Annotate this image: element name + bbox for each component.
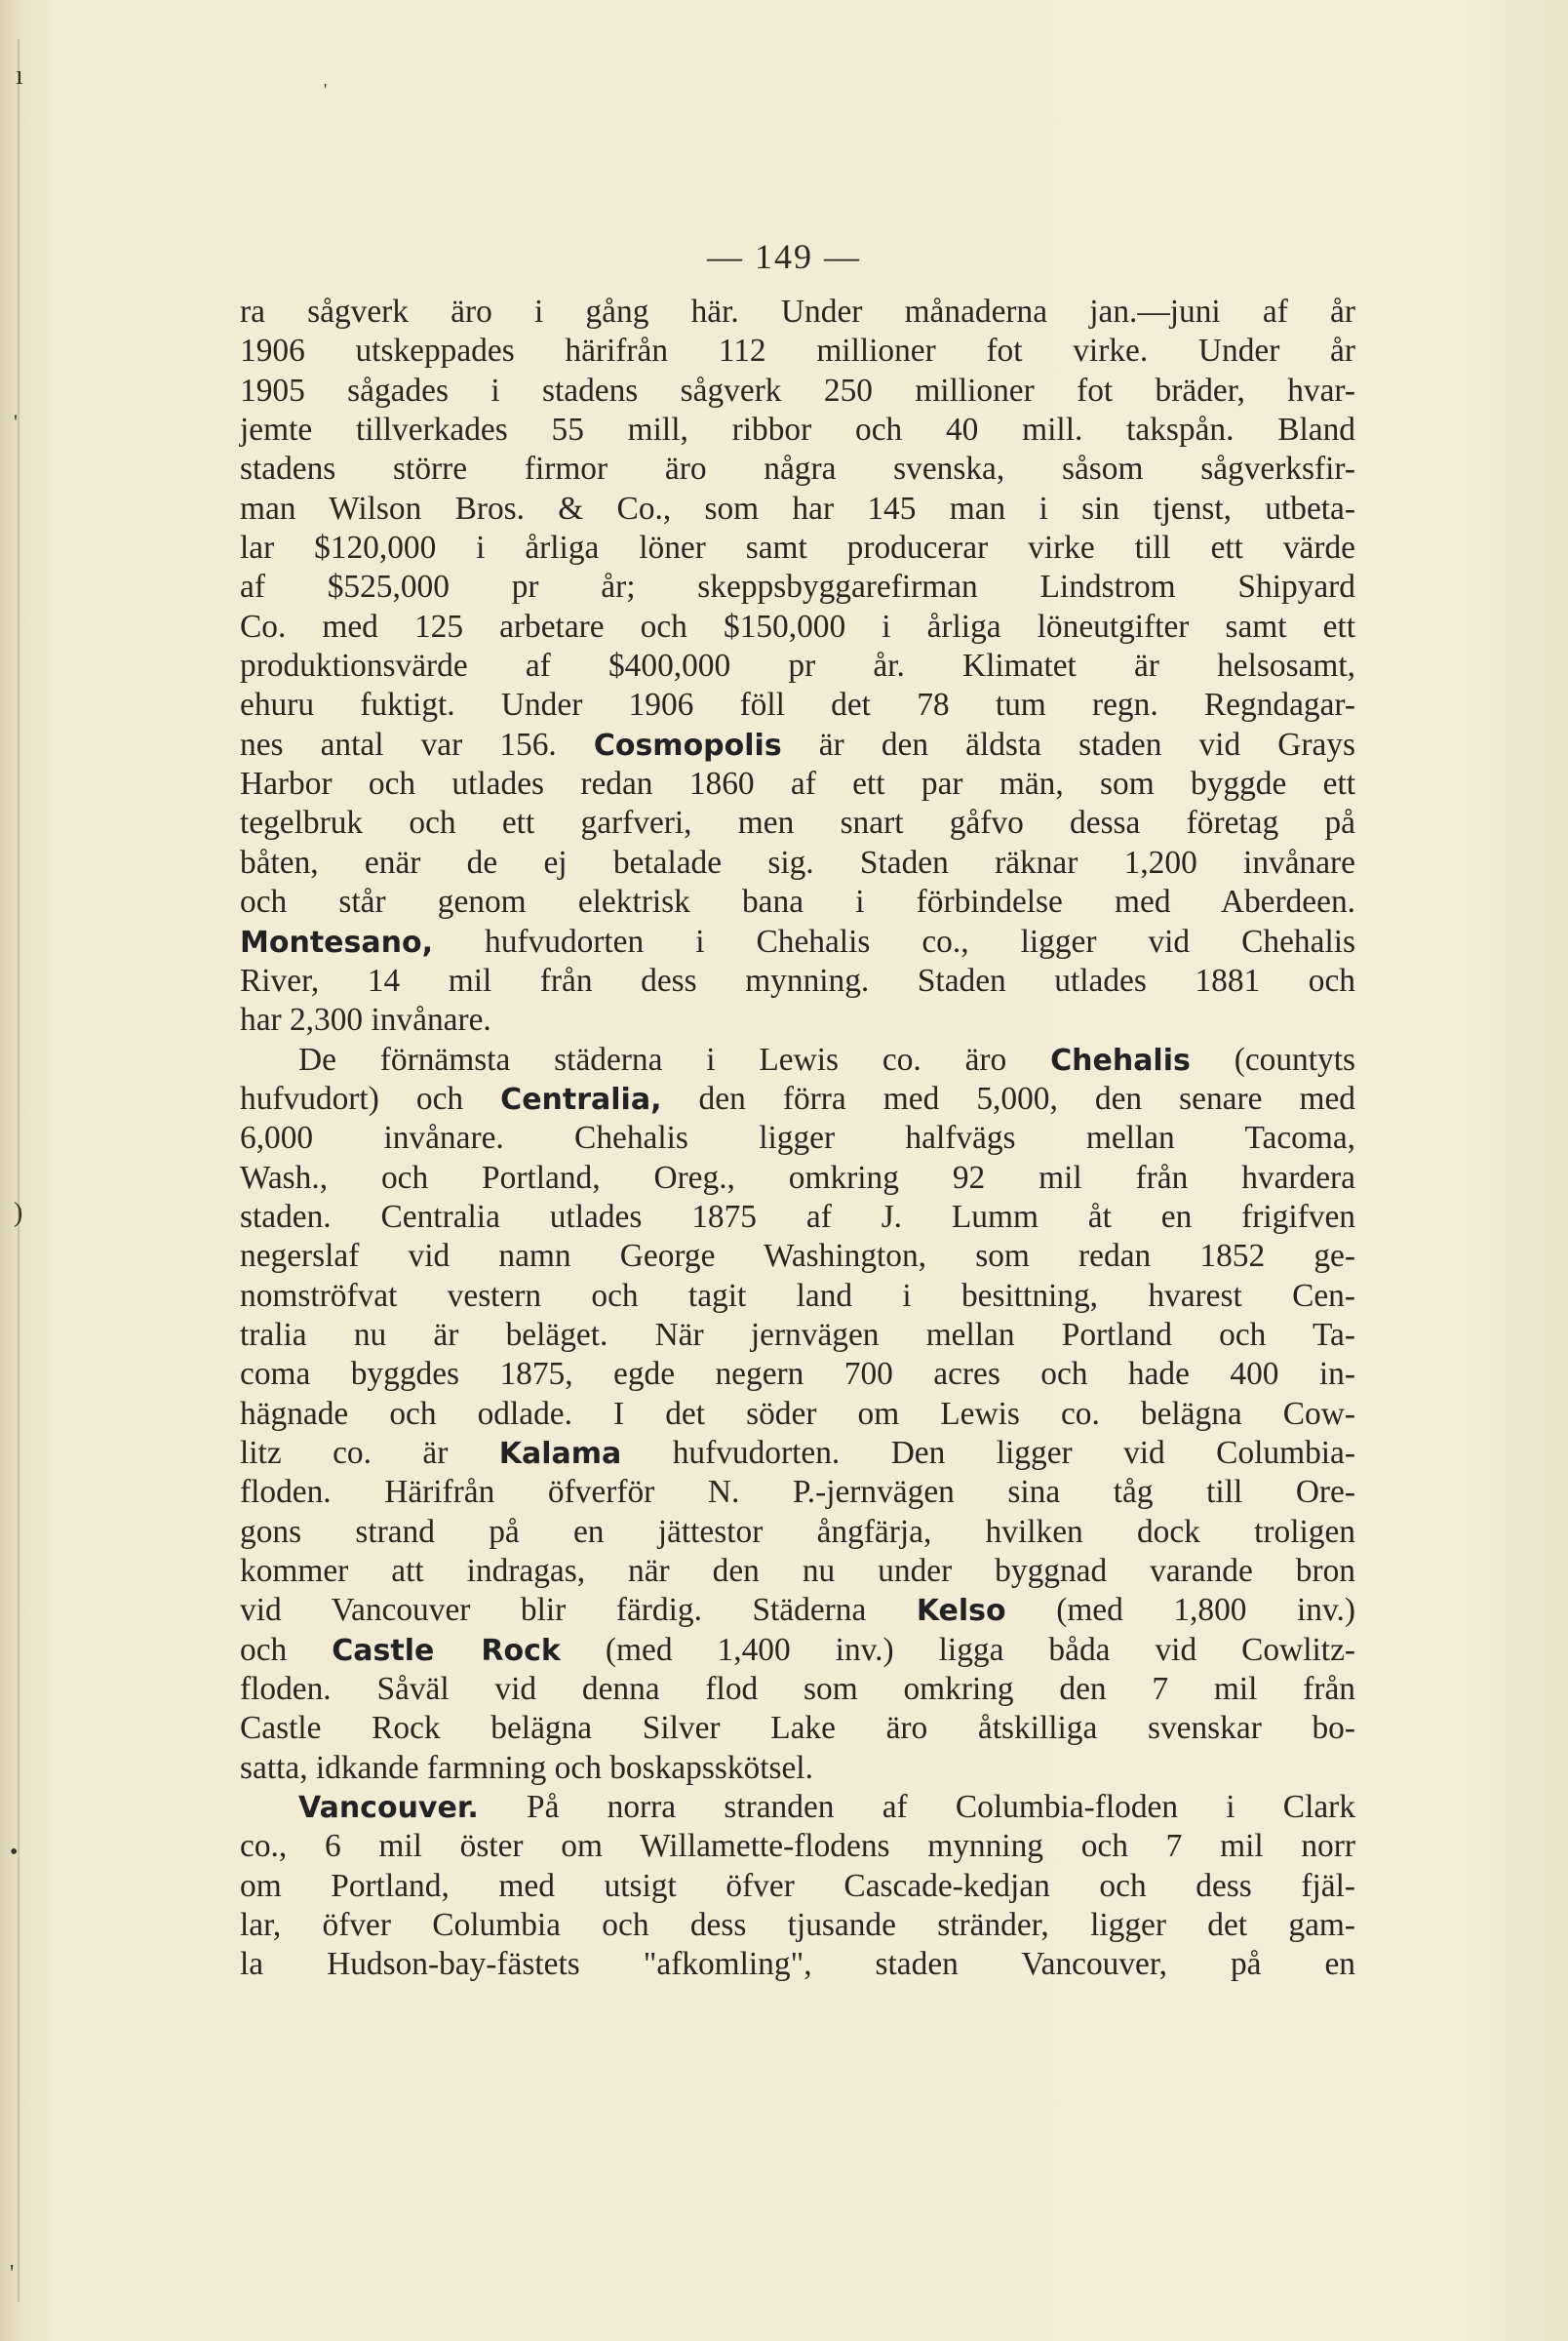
text-line: De förnämsta städerna i Lewis co. äro Chehalis (countyts: [298, 1041, 1355, 1078]
text-line: kommer att indragas, när den nu under byggnad varande bron: [240, 1553, 1355, 1589]
text-line: 6,000 invånare. Chehalis ligger halfvägs mellan Tacoma,: [240, 1120, 1355, 1157]
text-line: tralia nu är beläget. När jernvägen mellan Portland och Ta-: [240, 1316, 1355, 1353]
text-line: floden. Härifrån öfverför N. P.-jernvägen sina tåg till Ore-: [240, 1474, 1355, 1511]
body-text: [240, 293, 1355, 1985]
text-line: tegelbruk och ett garfveri, men snart gåfvo dessa företag på: [240, 805, 1355, 842]
text-line: co., 6 mil öster om Willamette-flodens mynning och 7 mil norr: [240, 1828, 1355, 1865]
text-line: af $525,000 pr år; skeppsbyggarefirman Lindstrom Shipyard: [240, 569, 1355, 606]
text-line: lar $120,000 i årliga löner samt producerar virke till ett värde: [240, 530, 1355, 567]
text-line: ehuru fuktigt. Under 1906 föll det 78 tum regn. Regndagar-: [240, 687, 1355, 724]
text-line: vid Vancouver blir färdig. Städerna Kelso (med 1,800 inv.): [240, 1592, 1355, 1629]
text-line: satta, idkande farmning och boskapsskötsel.: [240, 1749, 813, 1786]
text-line: hägnade och odlade. I det söder om Lewis co. belägna Cow-: [240, 1395, 1355, 1432]
margin-mark: ': [10, 2261, 15, 2286]
text-line: om Portland, med utsigt öfver Cascade-kedjan och dess fjäl-: [240, 1867, 1355, 1904]
text-line: produktionsvärde af $400,000 pr år. Klimatet är helsosamt,: [240, 648, 1355, 685]
text-line: coma byggdes 1875, egde negern 700 acres och hade 400 in-: [240, 1356, 1355, 1393]
place-name-kalama: Kalama: [498, 1436, 622, 1471]
text-line: och står genom elektrisk bana i förbindelse med Aberdeen.: [240, 884, 1355, 921]
text-line: litz co. är Kalama hufvudorten. Den ligger vid Columbia-: [240, 1434, 1355, 1471]
text-line: Harbor och utlades redan 1860 af ett par män, som byggde ett: [240, 766, 1355, 803]
text-line: båten, enär de ej betalade sig. Staden räknar 1,200 invånare: [240, 844, 1355, 881]
place-name-centralia: Centralia,: [500, 1082, 662, 1117]
text-line: Vancouver. På norra stranden af Columbia-floden i Clark: [298, 1789, 1355, 1826]
margin-mark: •: [10, 1840, 19, 1865]
margin-mark: ': [324, 80, 328, 99]
place-name-montesano: Montesano,: [240, 925, 433, 960]
margin-mark: ': [14, 410, 18, 434]
text-line: man Wilson Bros. & Co., som har 145 man i sin tjenst, utbeta-: [240, 490, 1355, 527]
text-line: River, 14 mil från dess mynning. Staden utlades 1881 och: [240, 962, 1355, 999]
text-line: lar, öfver Columbia och dess tjusande stränder, ligger det gam-: [240, 1907, 1355, 1944]
place-name-vancouver: Vancouver.: [298, 1791, 479, 1826]
place-name-castle-rock: Castle Rock: [332, 1633, 561, 1668]
text-line: Castle Rock belägna Silver Lake äro åtskilliga svenskar bo-: [240, 1710, 1355, 1747]
text-line: gons strand på en jättestor ångfärja, hvilken dock troligen: [240, 1513, 1355, 1550]
text-line: Co. med 125 arbetare och $150,000 i årliga löneutgifter samt ett: [240, 608, 1355, 645]
text-line: och Castle Rock (med 1,400 inv.) ligga båda vid Cowlitz-: [240, 1631, 1356, 1668]
text-line: ra sågverk äro i gång här. Under månaderna jan.—juni af år: [240, 294, 1355, 330]
text-line: nomströfvat vestern och tagit land i besittning, hvarest Cen-: [240, 1277, 1355, 1314]
page-gutter: [18, 39, 20, 2302]
place-name-kelso: Kelso: [916, 1594, 1006, 1629]
text-line: negerslaf vid namn George Washington, som redan 1852 ge-: [240, 1238, 1355, 1275]
text-line: Montesano, hufvudorten i Chehalis co., ligger vid Chehalis: [240, 923, 1355, 960]
place-name-chehalis: Chehalis: [1050, 1043, 1191, 1078]
text-line: floden. Såväl vid denna flod som omkring den 7 mil från: [240, 1671, 1355, 1708]
text-line: 1906 utskeppades härifrån 112 millioner fot virke. Under år: [240, 333, 1355, 370]
text-line: stadens större firmor äro några svenska, såsom sågverksfir-: [240, 451, 1355, 488]
text-line: hufvudort) och Centralia, den förra med 5,000, den senare med: [240, 1080, 1356, 1117]
text-line: nes antal var 156. Cosmopolis är den äldsta staden vid Grays: [240, 726, 1355, 763]
text-line: 1905 sågades i stadens sågverk 250 millioner fot bräder, hvar-: [240, 372, 1355, 409]
margin-mark: ı: [16, 60, 23, 91]
text-line: Wash., och Portland, Oreg., omkring 92 mil från hvardera: [240, 1159, 1355, 1196]
page-number: — 149 —: [707, 237, 861, 276]
margin-mark: ): [14, 1198, 23, 1228]
text-line: la Hudson-bay-fästets "afkomling", staden Vancouver, på en: [240, 1946, 1355, 1983]
place-name-cosmopolis: Cosmopolis: [593, 728, 782, 763]
text-line: jemte tillverkades 55 mill, ribbor och 40 mill. takspån. Bland: [240, 412, 1355, 449]
text-line: staden. Centralia utlades 1875 af J. Lumm åt en frigifven: [240, 1198, 1355, 1235]
text-line: har 2,300 invånare.: [240, 1002, 491, 1039]
